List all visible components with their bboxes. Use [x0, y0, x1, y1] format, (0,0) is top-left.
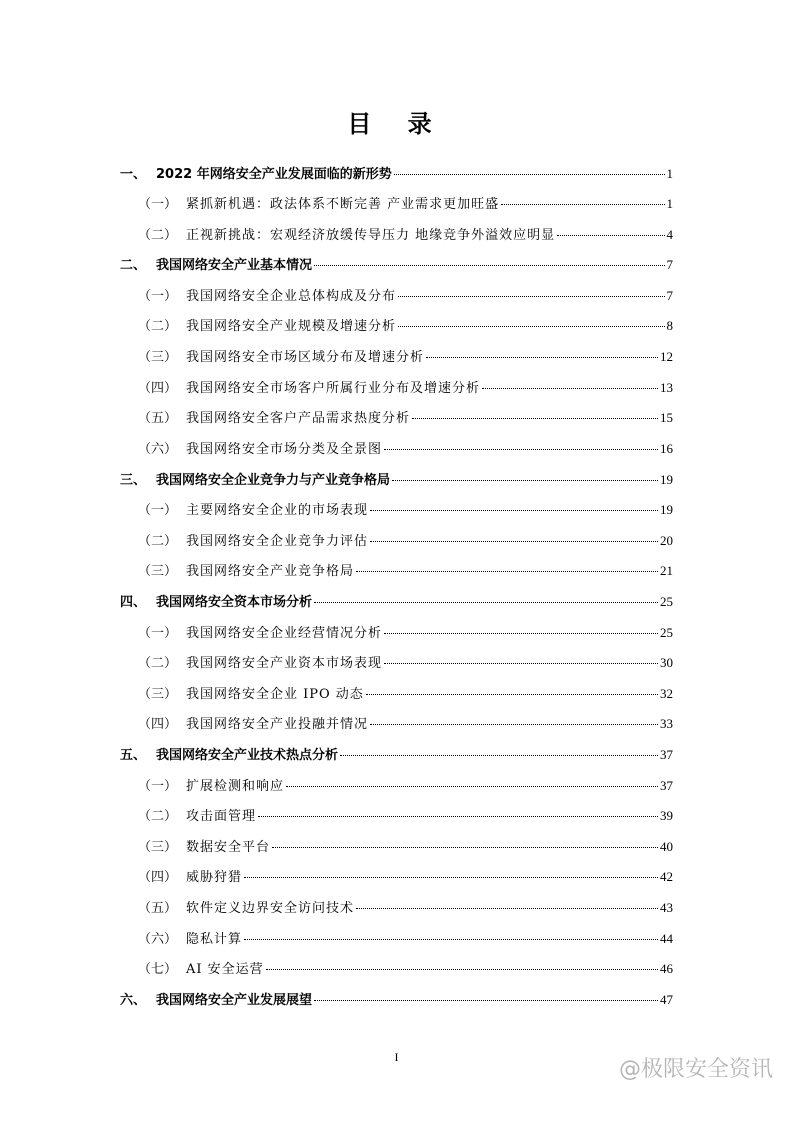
- footer-page-number: I: [394, 1050, 399, 1064]
- toc-entry[interactable]: [138, 868, 673, 887]
- toc-entry-title: 我国网络安全产业投融并情况: [186, 717, 369, 732]
- toc-entry[interactable]: [138, 960, 673, 979]
- toc-entry[interactable]: [120, 991, 673, 1010]
- toc-entry-title: 我国网络安全企业竞争力评估: [186, 534, 369, 549]
- toc-entry[interactable]: [120, 165, 673, 184]
- toc-entry-number: （三）: [138, 840, 178, 855]
- toc-entry-number: 二、: [120, 258, 147, 273]
- toc-entry-number: （二）: [138, 534, 178, 549]
- toc-entry-title: 软件定义边界安全访问技术: [186, 901, 355, 916]
- toc-entry-page: 40: [660, 839, 673, 854]
- leader-dots: [356, 907, 658, 909]
- toc-entry[interactable]: [138, 287, 673, 306]
- toc-entry-title: 正视新挑战：宏观经济放缓传导压力 地缘竞争外溢效应明显: [186, 228, 556, 243]
- toc-entry-title: 扩展检测和响应: [186, 779, 285, 794]
- toc-entry[interactable]: [120, 256, 673, 275]
- toc-entry-page: 4: [666, 227, 673, 242]
- leader-dots: [482, 387, 658, 389]
- toc-entry[interactable]: [138, 532, 673, 551]
- toc-entry-title: 紧抓新机遇：政法体系不断完善 产业需求更加旺盛: [186, 197, 500, 212]
- leader-dots: [258, 815, 658, 817]
- toc-entry-number: （二）: [138, 809, 178, 824]
- toc-entry[interactable]: [138, 379, 673, 398]
- leader-dots: [314, 999, 658, 1001]
- toc-entry-page: 8: [666, 318, 673, 333]
- toc-entry-page: 16: [660, 441, 673, 456]
- toc-entry-page: 30: [660, 655, 673, 670]
- toc-entry-title: 我国网络安全产业基本情况: [156, 258, 313, 273]
- toc-entry-title: 我国网络安全客户产品需求热度分析: [186, 411, 411, 426]
- leader-dots: [314, 264, 664, 266]
- toc-entry-number: （五）: [138, 411, 178, 426]
- toc-entry-number: （三）: [138, 350, 178, 365]
- toc-entry-page: 13: [660, 380, 673, 395]
- toc-entry-page: 25: [660, 594, 673, 609]
- leader-dots: [340, 754, 658, 756]
- toc-entry-title: 攻击面管理: [186, 809, 257, 824]
- toc-entry-number: （五）: [138, 901, 178, 916]
- leader-dots: [384, 632, 658, 634]
- leader-dots: [394, 173, 665, 175]
- toc-entry-title: 威胁狩猎: [186, 870, 243, 885]
- toc-entry-page: 19: [660, 472, 673, 487]
- toc-entry[interactable]: [138, 807, 673, 826]
- toc-entry[interactable]: [138, 440, 673, 459]
- toc-entry-page: 43: [660, 900, 673, 915]
- toc-entry-number: 一、: [120, 167, 147, 182]
- leader-dots: [392, 479, 658, 481]
- toc-entry-title: 我国网络安全企业竞争力与产业竞争格局: [156, 473, 391, 488]
- toc-entry-title: 我国网络安全市场客户所属行业分布及增速分析: [186, 381, 481, 396]
- toc-entry[interactable]: [120, 593, 673, 612]
- leader-dots: [501, 203, 664, 205]
- toc-entry[interactable]: [138, 562, 673, 581]
- toc-entry[interactable]: [138, 501, 673, 520]
- toc-entry-title: 我国网络安全产业发展展望: [156, 993, 313, 1008]
- leader-dots: [370, 509, 658, 511]
- toc-entry-page: 37: [660, 778, 673, 793]
- toc-entry-number: （一）: [138, 197, 178, 212]
- toc-entry[interactable]: [120, 471, 673, 490]
- toc-entry-page: 12: [660, 349, 673, 364]
- toc-entry-number: （一）: [138, 289, 178, 304]
- toc-entry-number: （四）: [138, 381, 178, 396]
- toc-entry-title: 隐私计算: [186, 932, 243, 947]
- leader-dots: [314, 601, 658, 603]
- toc-entry-page: 7: [666, 288, 673, 303]
- toc-entry-number: （二）: [138, 228, 178, 243]
- toc-entry-number: （六）: [138, 932, 178, 947]
- leader-dots: [244, 938, 658, 940]
- toc-entry-number: 五、: [120, 748, 147, 763]
- toc-entry-number: （一）: [138, 503, 178, 518]
- leader-dots: [266, 968, 658, 970]
- leader-dots: [286, 785, 658, 787]
- toc-entry-number: （二）: [138, 656, 178, 671]
- toc-entry-page: 1: [666, 196, 673, 211]
- toc-entry-title: 我国网络安全产业资本市场表现: [186, 656, 383, 671]
- toc-entry-title: 我国网络安全企业 IPO 动态: [186, 687, 364, 702]
- toc-entry-title: 我国网络安全资本市场分析: [156, 595, 313, 610]
- toc-entry[interactable]: [138, 838, 673, 857]
- toc-entry-page: 42: [660, 869, 673, 884]
- toc-entry-number: 四、: [120, 595, 147, 610]
- toc-entry-number: 六、: [120, 993, 147, 1008]
- leader-dots: [384, 662, 658, 664]
- toc-entry-page: 20: [660, 533, 673, 548]
- toc-entry[interactable]: [138, 226, 673, 245]
- toc-entry[interactable]: [138, 195, 673, 214]
- toc-entry-title: 2022 年网络安全产业发展面临的新形势: [156, 167, 392, 182]
- toc-entry[interactable]: [138, 624, 673, 643]
- page-title: 目 录: [347, 110, 446, 138]
- toc-entry[interactable]: [138, 685, 673, 704]
- toc-entry-title: 我国网络安全市场分类及全景图: [186, 442, 383, 457]
- leader-dots: [366, 693, 658, 695]
- toc-entry-title: 数据安全平台: [186, 840, 271, 855]
- toc-entry-page: 44: [660, 931, 673, 946]
- toc-entry-page: 47: [660, 992, 673, 1007]
- toc-entry-page: 39: [660, 808, 673, 823]
- leader-dots: [244, 876, 658, 878]
- leader-dots: [398, 295, 664, 297]
- toc-entry-number: （二）: [138, 319, 178, 334]
- leader-dots: [557, 234, 664, 236]
- toc-entry-page: 33: [660, 716, 673, 731]
- toc-entry-number: （一）: [138, 779, 178, 794]
- toc-entry-title: 主要网络安全企业的市场表现: [186, 503, 369, 518]
- leader-dots: [398, 325, 664, 327]
- toc-entry-number: （六）: [138, 442, 178, 457]
- toc-entry[interactable]: [138, 348, 673, 367]
- toc-entry[interactable]: [138, 777, 673, 796]
- toc-entry-number: （一）: [138, 626, 178, 641]
- toc-entry-page: 15: [660, 410, 673, 425]
- toc-entry[interactable]: [138, 654, 673, 673]
- toc-entry-page: 25: [660, 625, 673, 640]
- toc-entry-page: 37: [660, 747, 673, 762]
- toc-entry-title: 我国网络安全企业总体构成及分布: [186, 289, 397, 304]
- toc-entry-page: 21: [660, 563, 673, 578]
- toc-entry[interactable]: [138, 899, 673, 918]
- leader-dots: [356, 570, 658, 572]
- toc-entry-number: （四）: [138, 870, 178, 885]
- toc-entry-page: 32: [660, 686, 673, 701]
- toc-entry[interactable]: [120, 746, 673, 765]
- toc-entry-number: （四）: [138, 717, 178, 732]
- watermark: @极限安全资讯: [618, 1057, 773, 1082]
- leader-dots: [370, 540, 658, 542]
- leader-dots: [272, 846, 658, 848]
- toc-entry[interactable]: [138, 930, 673, 949]
- toc-entry-number: （三）: [138, 687, 178, 702]
- toc-entry-title: 我国网络安全产业竞争格局: [186, 564, 355, 579]
- toc-entry[interactable]: [138, 409, 673, 428]
- toc-entry-title: 我国网络安全企业经营情况分析: [186, 626, 383, 641]
- toc-entry-number: （七）: [138, 962, 178, 977]
- toc-entry-title: AI 安全运营: [186, 962, 264, 977]
- toc-entry-number: 三、: [120, 473, 147, 488]
- toc-entry-page: 7: [666, 257, 673, 272]
- toc-entry-number: （三）: [138, 564, 178, 579]
- toc-entry-title: 我国网络安全产业规模及增速分析: [186, 319, 397, 334]
- toc-entry-page: 46: [660, 961, 673, 976]
- toc-entry[interactable]: [138, 317, 673, 336]
- leader-dots: [412, 417, 658, 419]
- leader-dots: [384, 448, 658, 450]
- toc-entry-page: 19: [660, 502, 673, 517]
- leader-dots: [370, 723, 658, 725]
- leader-dots: [426, 356, 658, 358]
- toc-entry-title: 我国网络安全产业技术热点分析: [156, 748, 339, 763]
- toc-entry-title: 我国网络安全市场区域分布及增速分析: [186, 350, 425, 365]
- toc-entry-page: 1: [666, 166, 673, 181]
- toc-entry[interactable]: [138, 715, 673, 734]
